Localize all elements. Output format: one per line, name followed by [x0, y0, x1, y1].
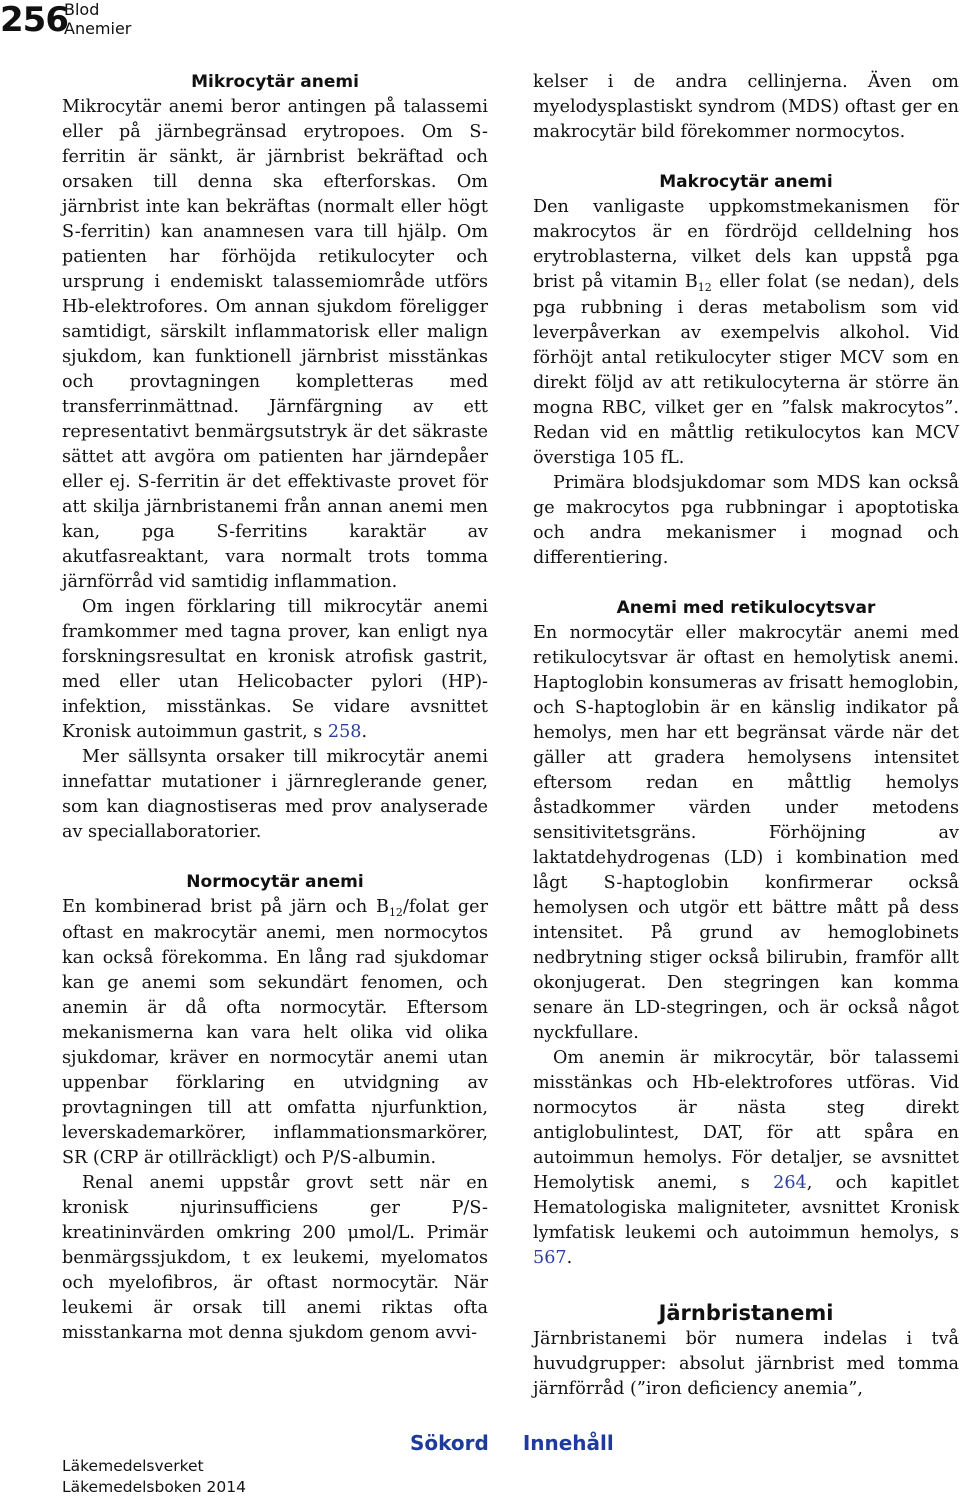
chapter-title: Blod	[64, 0, 100, 19]
page-ref-567[interactable]: 567	[533, 1248, 567, 1268]
paragraph-retikulocytsvar-1: En normocytär eller makrocytär anemi med retikulocytsvar är oftast en hemolytisk anemi. Haptoglobin konsumeras av frisatt hemoglobin, och S-haptoglobin är en känslig indikator på hemolys, men har ett begränsat värde när det gäller att gradera hemolysens intensitet eftersom redan en måttlig hemolys åstadkommer värden under metodens sensitivitetsgräns. Förhöjning av laktatdehydrogenas (LD) i kombination med lågt S-haptoglobin konfirmerar också hemolysen och utgör ett bättre mått på dess intensitet. På grund av hemoglobinets nedbrytning stiger också bilirubin, framför allt okonjugerat. Den stegringen kan komma senare än LD-stegringen, och är också något nyckfullare.	[533, 623, 959, 1043]
paragraph-text: .	[361, 722, 368, 742]
running-head	[64, 0, 131, 38]
left-column	[62, 70, 488, 1346]
page-ref-264[interactable]: 264	[773, 1173, 807, 1193]
sokord-link[interactable]: Sökord	[410, 1431, 489, 1455]
subscript: 12	[388, 906, 403, 919]
paragraph-makrocytar-1	[533, 195, 959, 471]
paragraph-text: Om anemin är mikrocytär, bör talassemi misstänkas och Hb-elektrofores utföras. Vid normocytos är nästa steg direkt antiglobulintest, DAT, för att spåra en autoimmun hemolys. För detaljer, se avsnittet Hemolytisk anemi, s	[533, 1048, 959, 1193]
paragraph-mikrocytar-3: Mer sällsynta orsaker till mikrocytär anemi innefattar mutationer i järnreglerande gener, som kan diagnostiseras med prov analyserade av speciallaboratorier.	[62, 747, 488, 842]
heading-anemi-med-retikulocytsvar: Anemi med retikulocytsvar	[616, 598, 876, 618]
paragraph-normocytar-1	[62, 895, 488, 1171]
paragraph-text: , och kapitlet Hematologiska maligniteter, avsnittet Kronisk lymfatisk leukemi och autoimmun hemolys, s	[533, 1173, 959, 1243]
innehall-link[interactable]: Innehåll	[522, 1431, 614, 1455]
paragraph-text: En kombinerad brist på järn och B	[62, 897, 389, 917]
page-number-text: 256	[0, 0, 68, 40]
section-title: Anemier	[64, 19, 132, 38]
heading-jarnbristanemi: Järnbristanemi	[658, 1301, 834, 1325]
paragraph-mikrocytar-2	[62, 595, 488, 745]
paragraph-retikulocytsvar-2	[533, 1046, 959, 1271]
paragraph-text: .	[566, 1248, 573, 1268]
heading-mikrocytar-anemi: Mikrocytär anemi	[191, 72, 359, 92]
page-ref-258[interactable]: 258	[327, 722, 362, 742]
right-column	[533, 70, 959, 1402]
paragraph-text: Den vanligaste uppkomstmekanismen för makrocytos är en fördröjd celldelning hos erytroblasterna, vilket dels kan uppstå pga brist på vitamin B	[533, 197, 959, 292]
paragraph-normocytar-2: Renal anemi uppstår grovt sett när en kronisk njurinsufficiens ger P/S-kreatininvärden omkring 200 μmol/L. Primär benmärgssjukdom, t ex leukemi, myelomatos och myelofibros, är oftast normocytär. När leukemi är orsak till anemi riktas ofta misstankarna mot denna sjukdom genom avvi-	[62, 1173, 488, 1343]
heading-normocytar-anemi: Normocytär anemi	[186, 872, 364, 892]
paragraph-text: eller folat (se nedan), dels pga rubbning i deras metabolism som vid leverpåverkan av exempelvis alkohol. Vid förhöjt antal retikulocyter stiger MCV som en direkt följd av att retikulocyterna är större än mogna RBC, vilket ger en ”falsk makrocytos”. Redan vid en måttlig retikulocytos kan MCV överstiga 105 fL.	[533, 272, 959, 468]
paragraph-mikrocytar-1: Mikrocytär anemi beror antingen på talassemi eller på järnbegränsad erytropoes. Om S-ferritin är sänkt, är järnbrist bekräftad och orsaken till denna ska efterforskas. Om järnbrist inte kan bekräftas (normalt eller högt S-ferritin) kan anamnesen vara till hjälp. Om patienten har förhöjda retikulocyter och ursprung i endemiskt talassemiområde utförs Hb-elektrofores. Om annan sjukdom föreligger samtidigt, särskilt inflammatorisk eller malign sjukdom, kan funktionell järnbrist misstänkas och provtagningen kompletteras med transferrinmättnad. Järnfärgning av ett representativt benmärgsutstryk är det säkraste sättet att avgöra om patienten har järndepåer eller ej. S-ferritin är det effektivaste provet för att skilja järnbristanemi från annan anemi men kan, pga S-ferritins karaktär av akutfasreaktant, vara normalt trots tomma järnförråd vid samtidig inflammation.	[62, 97, 488, 592]
subscript: 12	[697, 281, 712, 294]
paragraph-mds-continuation: kelser i de andra cellinjerna. Även om myelodysplastiskt syndrom (MDS) oftast ger en makrocytär bild förekommer normocytos.	[533, 72, 959, 142]
paragraph-makrocytar-2: Primära blodsjukdomar som MDS kan också ge makrocytos pga rubbningar i apoptotiska och andra mekanismer i mognad och differentiering.	[533, 473, 959, 568]
footer-publisher: Läkemedelsverket	[62, 1457, 204, 1475]
footer-book: Läkemedelsboken 2014	[62, 1478, 246, 1496]
page-number	[0, 0, 68, 42]
navigation-links	[410, 1431, 614, 1455]
paragraph-text: /folat ger oftast en makrocytär anemi, men normocytos kan också förekomma. En lång rad sjukdomar kan ge anemi som sekundärt fenomen, och anemin är då ofta normocytär. Eftersom mekanismerna kan vara helt olika vid olika sjukdomar, kräver en normocytär anemi utan uppenbar förklaring en utvidgning av provtagningen till att omfatta njurfunktion, leverskademarkörer, inflammationsmarkörer, SR (CRP är otillräckligt) och P/S-albumin.	[62, 897, 488, 1168]
paragraph-jarnbrist-1: Järnbristanemi bör numera indelas i två huvudgrupper: absolut järnbrist med tomma järnförråd (”iron deficiency anemia”,	[533, 1329, 959, 1399]
heading-makrocytar-anemi: Makrocytär anemi	[659, 172, 833, 192]
paragraph-text: Om ingen förklaring till mikrocytär anemi framkommer med tagna prover, kan enligt nya forskningsresultat en kronisk atrofisk gastrit, med eller utan Helicobacter pylori (HP)-infektion, misstänkas. Se vidare avsnittet Kronisk autoimmun gastrit, s	[62, 597, 488, 742]
page-footer	[62, 1456, 246, 1498]
